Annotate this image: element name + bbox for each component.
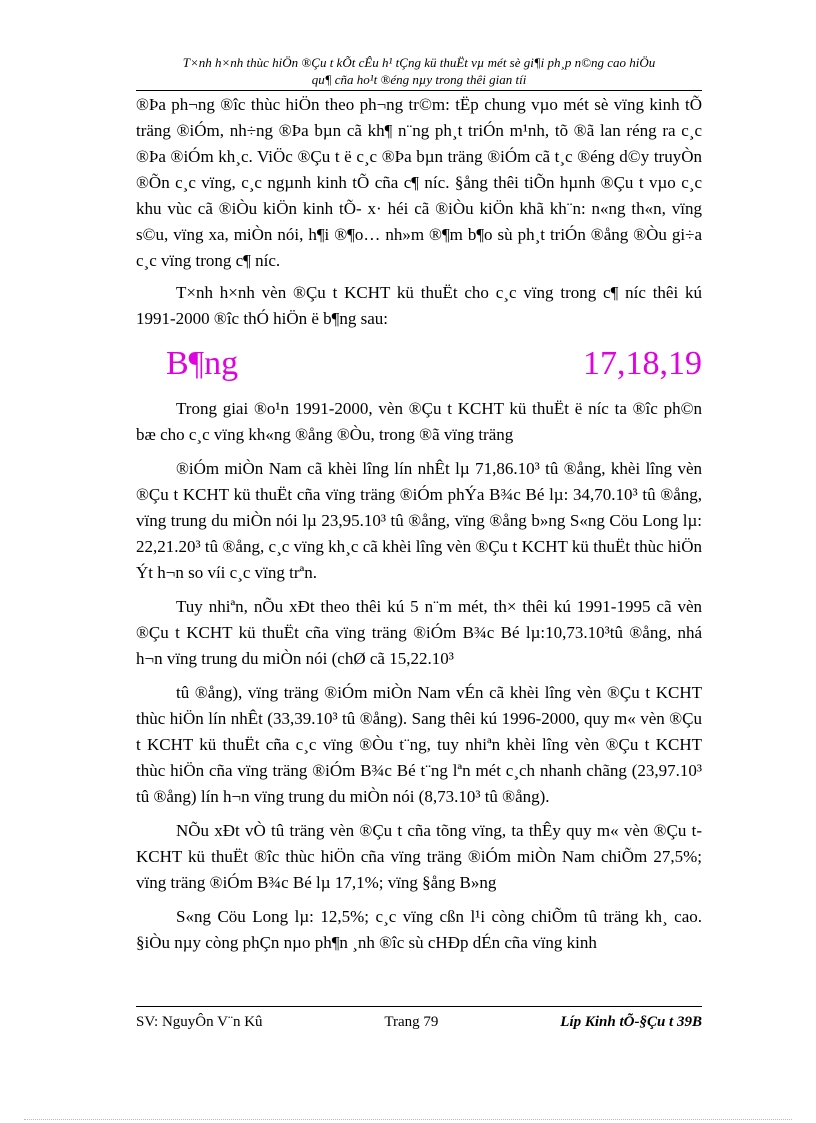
body-text (136, 92, 702, 956)
header-line-2: qu¶ cña ho¹t ®éng nµy trong thêi gian tíi (311, 72, 527, 87)
paragraph-1: ®Þa ph¬ng ®îc thùc hiÖn theo ph¬ng tr©m: tËp chung vµo mét sè vïng kinh tÕ träng ®iÓm, nh÷ng ®Þa bµn cã kh¶ n¨ng ph¸t triÓn m¹nh, tõ ®ã lan réng ra c¸c ®Þa ®iÓm kh¸c. ViÖc ®Çu t ë c¸c ®Þa bµn träng ®iÓm cã t¸c ®éng d©y truyÒn ®Õn c¸c vïng, c¸c ngµnh kinh tÕ cña c¶ níc. §ång thêi tiÕn hµnh ®Çu t vµo c¸c khu vùc cã ®iÒu kiÖn kinh tÕ- x· héi cã ®iÒu kiÖn khã kh¨n: n«ng th«n, vïng s©u, vïng xa, miÒn nói, h¶i ®¶o… nh»m ®¶m b¶o sù ph¸t triÓn ®ång ®Òu gi÷a c¸c vïng trong c¶ níc. (136, 95, 702, 270)
running-header (136, 54, 702, 88)
page-bottom-border (24, 1119, 792, 1120)
header-line-1: T×nh h×nh thùc hiÖn ®Çu t kÕt cÊu h¹ tÇng kü thuËt vµ mét sè gi¶i ph¸p n©ng cao hiÖu (182, 55, 656, 70)
footer-class: Líp Kinh tÕ-§Çu t 39B (560, 1014, 702, 1030)
paragraph-6: tû ®ång), vïng träng ®iÓm miÒn Nam vÉn cã khèi lîng vèn ®Çu t KCHT thùc hiÖn lín nhÊt (33,39.10³ tû ®ång). Sang thêi kú 1996-2000, quy m« vèn ®Çu t KCHT kü thuËt cña c¸c vïng ®Òu t¨ng, tuy nhiªn khèi lîng vèn ®Çu t KCHT thùc hiÖn cña vïng träng ®iÓm B¾c Bé t¨ng lªn mét c¸ch nhanh chãng (23,97.10³ tû ®ång) lín h¬n vïng trung du miÒn nói (8,73.10³ tû ®ång). (136, 683, 702, 806)
paragraph-3: Trong giai ®o¹n 1991-2000, vèn ®Çu t KCHT kü thuËt ë níc ta ®îc ph©n bæ cho c¸c vïng kh«ng ®ång ®Òu, trong ®ã vïng träng (136, 399, 702, 444)
paragraph-7: NÕu xÐt vÒ tû träng vèn ®Çu t cña tõng vïng, ta thÊy quy m« vèn ®Çu t KCHT kü thuËt ®îc thùc hiÖn cña vïng träng ®iÓm miÒn Nam chiÕm 27,5%; vïng träng ®iÓm B¾c Bé lµ 17,1%; vïng §ång B»ng (136, 821, 702, 892)
paragraph-8: S«ng Cöu Long lµ: 12,5%; c¸c vïng cßn l¹i còng chiÕm tû träng kh¸ cao. §iÒu nµy còng phÇn nµo ph¶n ¸nh ®îc sù cHÐp dÉn cña vïng kinh (136, 907, 702, 952)
paragraph-5: Tuy nhiªn, nÕu xÐt theo thêi kú 5 n¨m mét, th× thêi kú 1991-1995 cã vèn ®Çu t KCHT kü thuËt cña vïng träng ®iÓm B¾c Bé lµ:10,73.10³tû ®ång, nhá h¬n vïng trung du miÒn nói (chØ cã 15,22.10³ (136, 597, 702, 668)
table-label: B¶ng (166, 345, 239, 382)
table-numbers: 17,18,19 (583, 345, 702, 382)
paragraph-4: ®iÓm miÒn Nam cã khèi lîng lín nhÊt lµ 71,86.10³ tû ®ång, khèi lîng vèn ®Çu t KCHT kü thuËt cña vïng träng ®iÓm phÝa B¾c Bé lµ: 34,70.10³ tû ®ång, vïng trung du miÒn nói lµ 23,95.10³ tû ®ång, vïng ®ång b»ng S«ng Cöu Long lµ: 22,21.20³ tû ®ång, c¸c vïng kh¸c cã khèi lîng vèn ®Çu t KCHT kü thuËt thùc hiÖn Ýt h¬n so víi c¸c vïng trªn. (136, 459, 702, 582)
footer-page-number: Trang 79 (384, 1014, 439, 1030)
paragraph-2: T×nh h×nh vèn ®Çu t KCHT kü thuËt cho c¸c vïng trong c¶ níc thêi kú 1991-2000 ®îc thÓ hiÖn ë b¶ng sau: (136, 283, 702, 328)
footer-divider (136, 1006, 702, 1007)
running-footer (136, 1012, 702, 1032)
header-divider (136, 90, 702, 91)
footer-student: SV: NguyÔn V¨n Kû (136, 1014, 263, 1030)
table-reference (166, 344, 702, 384)
